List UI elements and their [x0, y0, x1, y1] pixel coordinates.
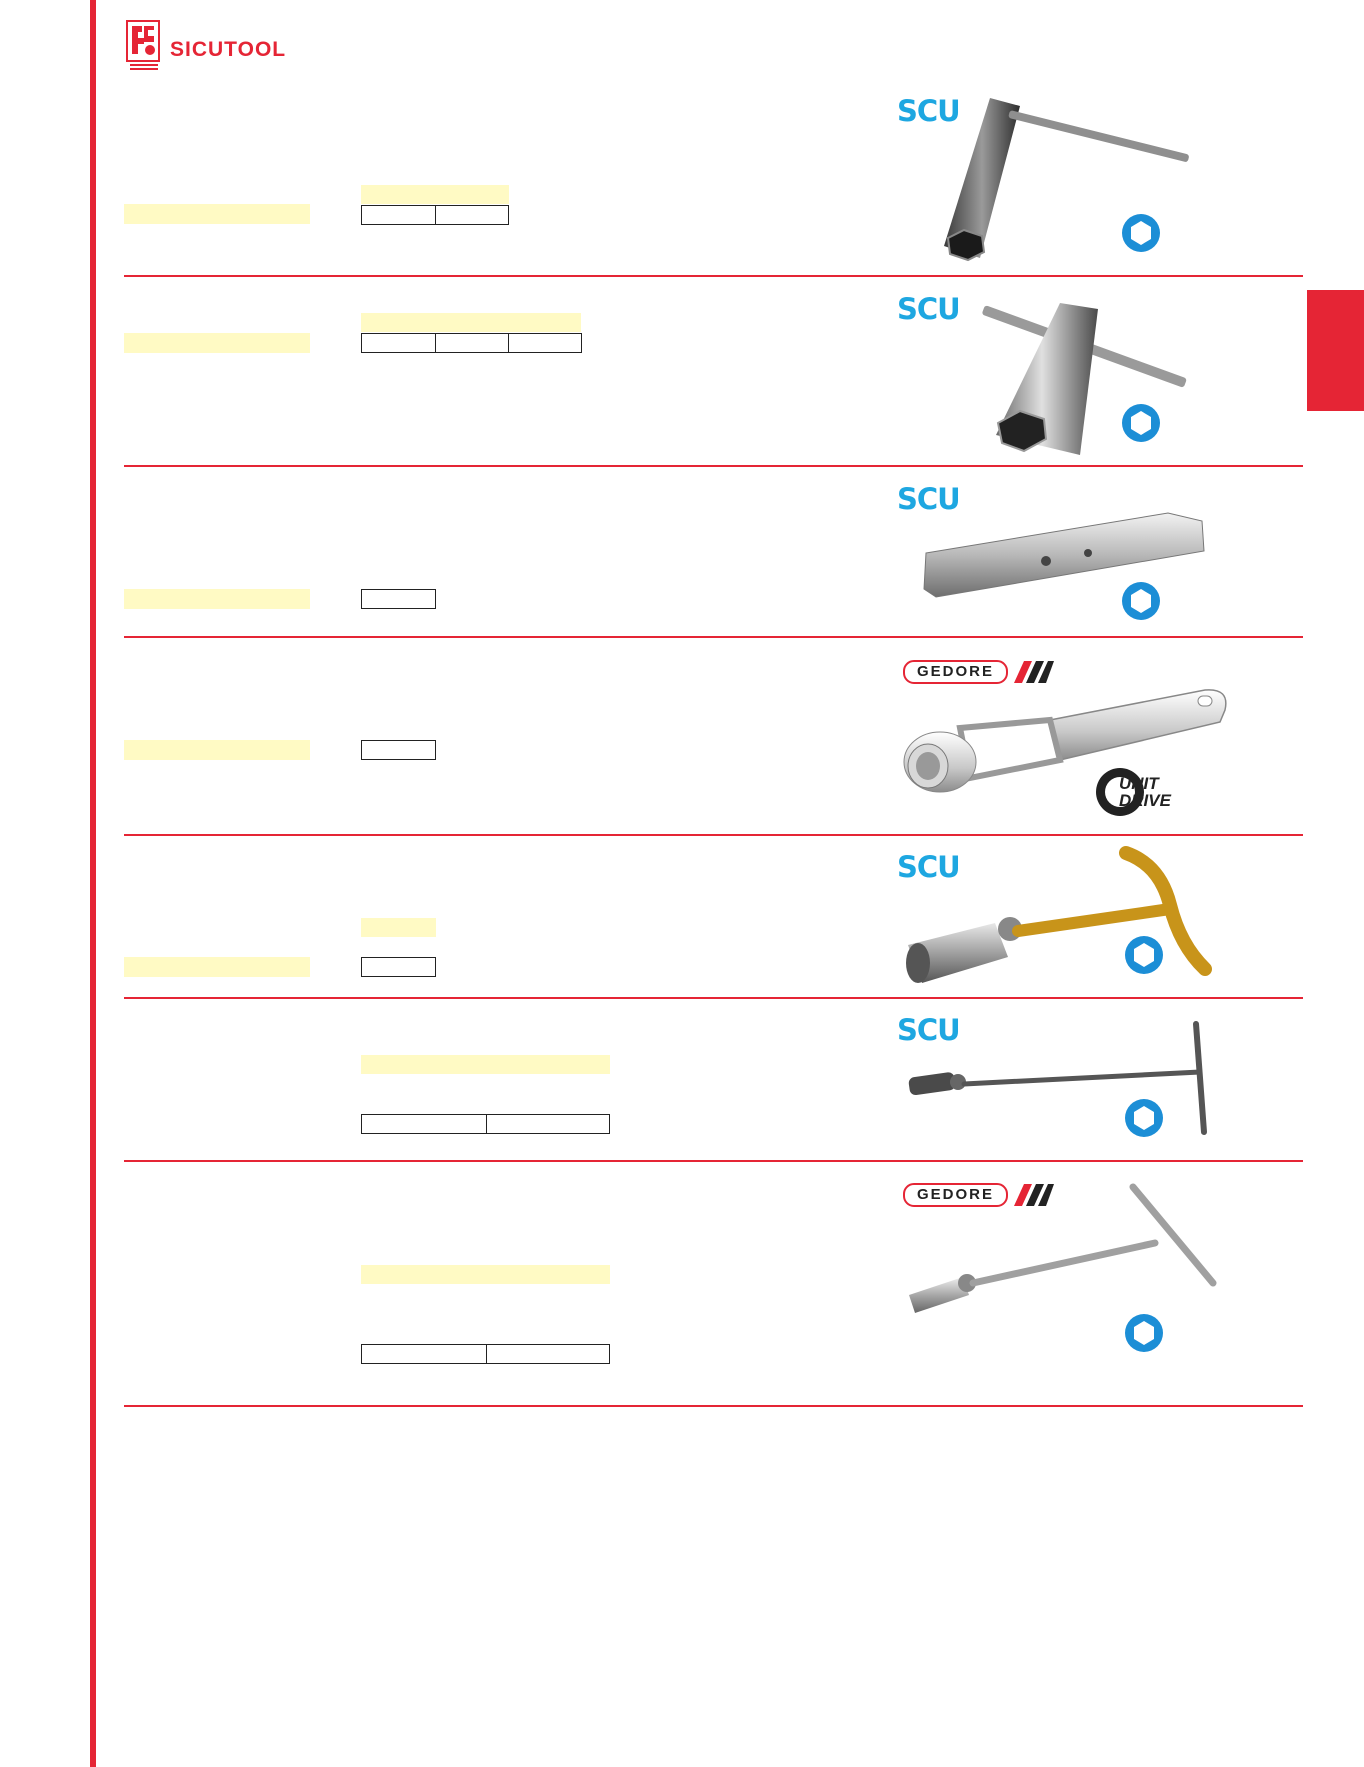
spec-cell	[436, 334, 509, 352]
left-margin-rule	[90, 0, 96, 1767]
universal-t-handle-icon	[908, 1022, 1218, 1137]
hex-icon	[1121, 403, 1161, 443]
spec-cell	[362, 1345, 487, 1363]
section-tab	[1307, 290, 1364, 411]
header-highlight	[361, 918, 436, 937]
scu-brand-logo: SCU	[897, 292, 960, 326]
hex-icon	[1124, 1313, 1164, 1353]
unit-drive-line: DRIVE	[1119, 791, 1171, 810]
header-highlight	[361, 185, 509, 204]
row-separator	[124, 1160, 1303, 1162]
spec-cell	[436, 206, 508, 224]
scu-brand-logo: SCU	[897, 94, 960, 128]
hex-icon	[1124, 1098, 1164, 1138]
spec-cell	[362, 958, 435, 976]
spec-table	[361, 589, 436, 609]
code-highlight	[124, 740, 310, 760]
spec-cell	[487, 1115, 609, 1133]
row-separator	[124, 275, 1303, 277]
scu-brand-logo: SCU	[897, 1013, 960, 1047]
row-separator	[124, 636, 1303, 638]
spec-cell	[362, 334, 436, 352]
brand-name: SICUTOOL	[170, 38, 287, 61]
code-highlight	[124, 333, 310, 353]
tube-spanner-icon	[918, 505, 1208, 605]
gedore-label: GEDORE	[903, 1183, 1008, 1207]
row-separator	[124, 1405, 1303, 1407]
spec-cell	[487, 1345, 609, 1363]
hex-icon	[1121, 581, 1161, 621]
universal-t-handle-icon	[905, 1183, 1225, 1318]
spec-table	[361, 1114, 610, 1134]
spec-table	[361, 1344, 610, 1364]
hex-icon	[1124, 935, 1164, 975]
spark-plug-wrench-icon	[930, 88, 1230, 268]
spec-cell	[362, 1115, 487, 1133]
header-highlight	[361, 1265, 610, 1284]
spec-table	[361, 957, 436, 977]
universal-t-handle-icon	[900, 845, 1230, 985]
spec-table	[361, 205, 509, 225]
hex-icon	[1121, 213, 1161, 253]
header-highlight	[361, 1055, 610, 1074]
gedore-label: GEDORE	[903, 660, 1008, 684]
spec-cell	[362, 741, 435, 759]
spec-table	[361, 333, 582, 353]
unit-drive-text	[1119, 775, 1171, 809]
code-highlight	[124, 589, 310, 609]
scu-brand-logo: SCU	[897, 850, 960, 884]
spark-plug-wrench-icon	[980, 295, 1210, 465]
code-highlight	[124, 204, 310, 224]
row-separator	[124, 997, 1303, 999]
sicutool-logo-icon	[126, 20, 166, 72]
spec-cell	[509, 334, 581, 352]
scu-brand-logo: SCU	[897, 482, 960, 516]
code-highlight	[124, 957, 310, 977]
header-highlight	[361, 313, 581, 332]
row-separator	[124, 834, 1303, 836]
spec-table	[361, 740, 436, 760]
spec-cell	[362, 206, 436, 224]
row-separator	[124, 465, 1303, 467]
spec-cell	[362, 590, 435, 608]
unit-drive-line: UNIT	[1119, 774, 1159, 793]
